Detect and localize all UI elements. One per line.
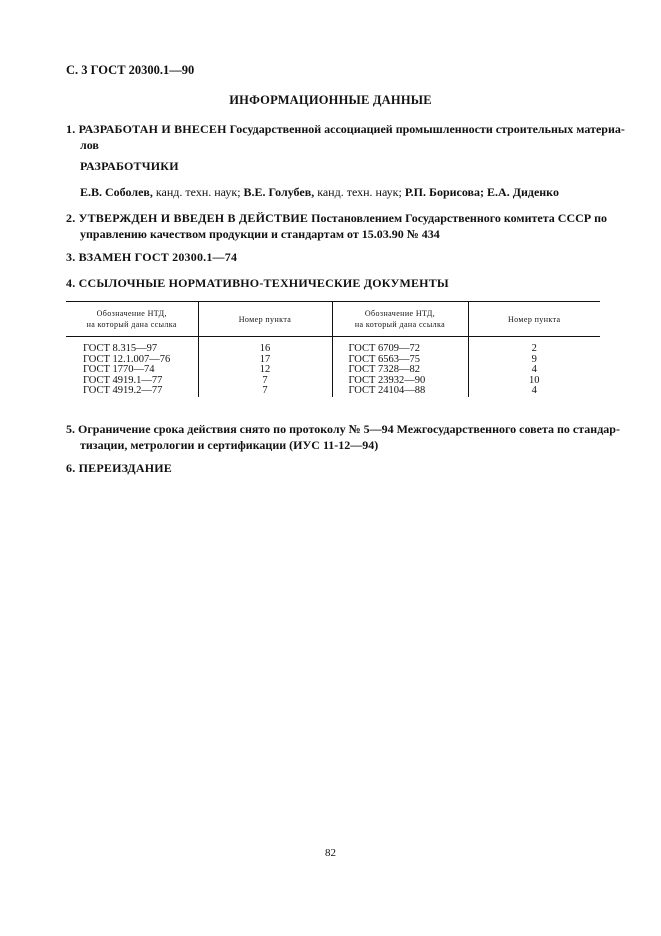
ntd-designation: ГОСТ 6563—75: [332, 355, 468, 366]
item-5-line-1: 5. Ограничение срока действия снято по протоколу № 5—94 Межгосударственного совета по стандар-: [66, 422, 620, 436]
developer-name-2: В.Е. Голубев,: [243, 185, 315, 199]
item-6: 6. ПЕРЕИЗДАНИЕ: [66, 461, 173, 475]
header-ntd-designation-left: [66, 302, 198, 337]
references-table-grid: [66, 301, 600, 397]
ntd-designation: ГОСТ 1770—74: [66, 365, 198, 376]
ntd-designation: ГОСТ 12.1.007—76: [66, 355, 198, 366]
developer-name-3: Р.П. Борисова; Е.А. Диденко: [404, 185, 559, 199]
item-2-line-2: управлению качеством продукции и стандартам от 15.03.90 № 434: [80, 227, 440, 241]
page-number: 82: [325, 847, 336, 859]
item-2-text: Постановлением Государственного комитета СССР по: [311, 211, 608, 225]
clause-number: 17: [198, 355, 332, 366]
header-ntd-line-1: Обозначение НТД,: [96, 309, 167, 318]
clause-number: 2: [531, 343, 537, 354]
page-header: С. 3 ГОСТ 20300.1—90: [66, 63, 195, 77]
developer-name-1: Е.В. Соболев,: [80, 185, 153, 199]
clause-number: 10: [529, 374, 540, 386]
item-1-text: Государственной ассоциацией промышленности строительных материа-: [229, 122, 625, 136]
item-1-label: 1. РАЗРАБОТАН И ВНЕСЕН: [66, 122, 227, 136]
clause-number: 12: [198, 365, 332, 376]
item-4: 4. ССЫЛОЧНЫЕ НОРМАТИВНО-ТЕХНИЧЕСКИЕ ДОКУМЕНТЫ: [66, 276, 449, 290]
header-clause-text: Номер пункта: [238, 314, 292, 324]
header-clause-number-left: [198, 302, 332, 337]
clause-number: 4: [531, 385, 537, 396]
table-header-row: [66, 302, 600, 337]
developer-degree-1: канд. техн. наук;: [155, 185, 241, 199]
item-1-line-1: [66, 121, 625, 137]
clause-number: 9: [531, 353, 537, 365]
clause-number: 7: [198, 376, 332, 387]
table-row: [66, 386, 600, 397]
item-1-line-2: лов: [80, 138, 99, 152]
ntd-designation: ГОСТ 4919.1—77: [66, 376, 198, 387]
header-clause-text: Номер пункта: [507, 314, 561, 324]
header-ntd-line-2: на который дана ссылка: [86, 320, 177, 329]
section-title: ИНФОРМАЦИОННЫЕ ДАННЫЕ: [229, 93, 432, 107]
item-2-label: 2. УТВЕРЖДЕН И ВВЕДЕН В ДЕЙСТВИЕ: [66, 211, 309, 225]
references-table: [66, 301, 600, 397]
developer-degree-2: канд. техн. наук;: [317, 185, 402, 199]
developers-heading: РАЗРАБОТЧИКИ: [80, 159, 179, 173]
clause-number: 16: [198, 337, 332, 355]
item-5-line-2: тизации, метрологии и сертификации (ИУС 11-12—94): [80, 438, 379, 452]
item-3: 3. ВЗАМЕН ГОСТ 20300.1—74: [66, 250, 238, 264]
ntd-designation: ГОСТ 7328—82: [332, 365, 468, 376]
clause-number: 7: [198, 386, 332, 397]
table-row: [66, 365, 600, 376]
developers-list: [80, 184, 559, 200]
item-2-line-1: [66, 210, 607, 226]
header-ntd-line-1: Обозначение НТД,: [364, 309, 436, 318]
ntd-designation: ГОСТ 23932—90: [332, 376, 468, 387]
clause-number: 4: [531, 364, 537, 375]
ntd-designation: ГОСТ 24104—88: [332, 386, 468, 397]
ntd-designation: ГОСТ 4919.2—77: [66, 386, 198, 397]
header-clause-number-right: [468, 302, 600, 337]
header-ntd-designation-right: [332, 302, 468, 337]
ntd-designation: ГОСТ 6709—72: [332, 337, 468, 355]
table-row: [66, 337, 600, 355]
header-ntd-line-2: на который дана ссылка: [354, 320, 446, 329]
ntd-designation: ГОСТ 8.315—97: [66, 337, 198, 355]
